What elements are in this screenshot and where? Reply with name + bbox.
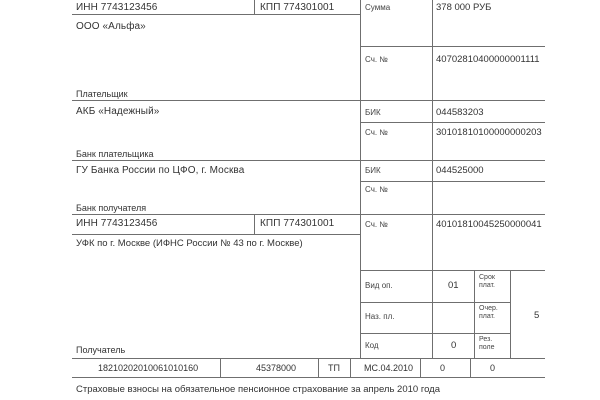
payer-account: 40702810400000001111 xyxy=(436,54,540,65)
kbk-value: 18210202010061010160 xyxy=(98,363,199,373)
recipient-bank-account-label: Сч. № xyxy=(365,185,388,194)
rule xyxy=(254,0,255,14)
payer-bank-bik: 044583203 xyxy=(436,107,484,118)
rule xyxy=(474,270,475,358)
okato-value: 45378000 xyxy=(256,363,297,373)
doc-date-value: 0 xyxy=(490,363,496,373)
rule xyxy=(350,358,351,377)
rule xyxy=(72,14,360,15)
rule xyxy=(72,234,360,235)
rule xyxy=(72,377,545,378)
rule xyxy=(318,358,319,377)
rule xyxy=(432,0,433,358)
payer-account-label: Сч. № xyxy=(365,55,388,64)
rule xyxy=(72,214,545,215)
term-label: Срок плат. xyxy=(479,274,495,290)
op-type-value: 01 xyxy=(448,280,459,291)
period-value: МС.04.2010 xyxy=(364,363,414,373)
code-value: 0 xyxy=(451,340,457,351)
code-label: Код xyxy=(365,341,379,350)
recipient-account: 40101810045250000041 xyxy=(436,219,542,230)
rule xyxy=(360,302,510,303)
rule xyxy=(220,358,221,377)
rule xyxy=(72,160,545,161)
rule xyxy=(360,122,545,123)
recipient-bank-bik-label: БИК xyxy=(365,166,381,175)
basis-value: ТП xyxy=(328,363,340,373)
payment-purpose: Страховые взносы на обязательное пенсионное страхование за апрель 2010 года xyxy=(76,384,440,395)
order-label: Очер. плат. xyxy=(479,305,498,321)
payer-name: ООО «Альфа» xyxy=(76,21,146,32)
recipient-bank-caption: Банк получателя xyxy=(76,203,147,213)
payer-bank-account: 30101810100000000203 xyxy=(436,127,542,138)
sum-value: 378 000 РУБ xyxy=(436,2,492,13)
payer-kpp: КПП 774301001 xyxy=(260,2,335,13)
rule xyxy=(360,270,545,271)
recipient-name: УФК по г. Москве (ИФНС России № 43 по г. Москве) xyxy=(76,238,303,249)
recipient-account-label: Сч. № xyxy=(365,220,388,229)
rule xyxy=(420,358,421,377)
recipient-kpp: КПП 774301001 xyxy=(260,218,335,229)
recipient-caption: Получатель xyxy=(76,345,126,355)
rule xyxy=(72,358,545,359)
rule xyxy=(360,181,545,182)
doc-number-value: 0 xyxy=(440,363,446,373)
op-type-label: Вид оп. xyxy=(365,281,393,290)
rule xyxy=(470,358,471,377)
payer-inn: ИНН 7743123456 xyxy=(76,2,158,13)
rule xyxy=(254,214,255,234)
recipient-inn: ИНН 7743123456 xyxy=(76,218,158,229)
recipient-bank-name: ГУ Банка России по ЦФО, г. Москва xyxy=(76,165,245,176)
rule xyxy=(510,270,511,358)
payer-bank-bik-label: БИК xyxy=(365,108,381,117)
recipient-bank-bik: 044525000 xyxy=(436,165,484,176)
rule xyxy=(360,333,510,334)
payer-bank-account-label: Сч. № xyxy=(365,128,388,137)
rule xyxy=(72,100,360,101)
rule xyxy=(360,46,545,47)
payer-bank-name: АКБ «Надежный» xyxy=(76,106,160,117)
reserve-label: Рез. поле xyxy=(479,336,495,352)
payer-bank-caption: Банк плательщика xyxy=(76,149,154,159)
rule xyxy=(360,100,545,101)
sum-label: Сумма xyxy=(365,3,391,12)
rule xyxy=(360,0,361,358)
order-value: 5 xyxy=(534,310,540,321)
payer-caption: Плательщик xyxy=(76,89,128,99)
purpose-code-label: Наз. пл. xyxy=(365,312,395,321)
